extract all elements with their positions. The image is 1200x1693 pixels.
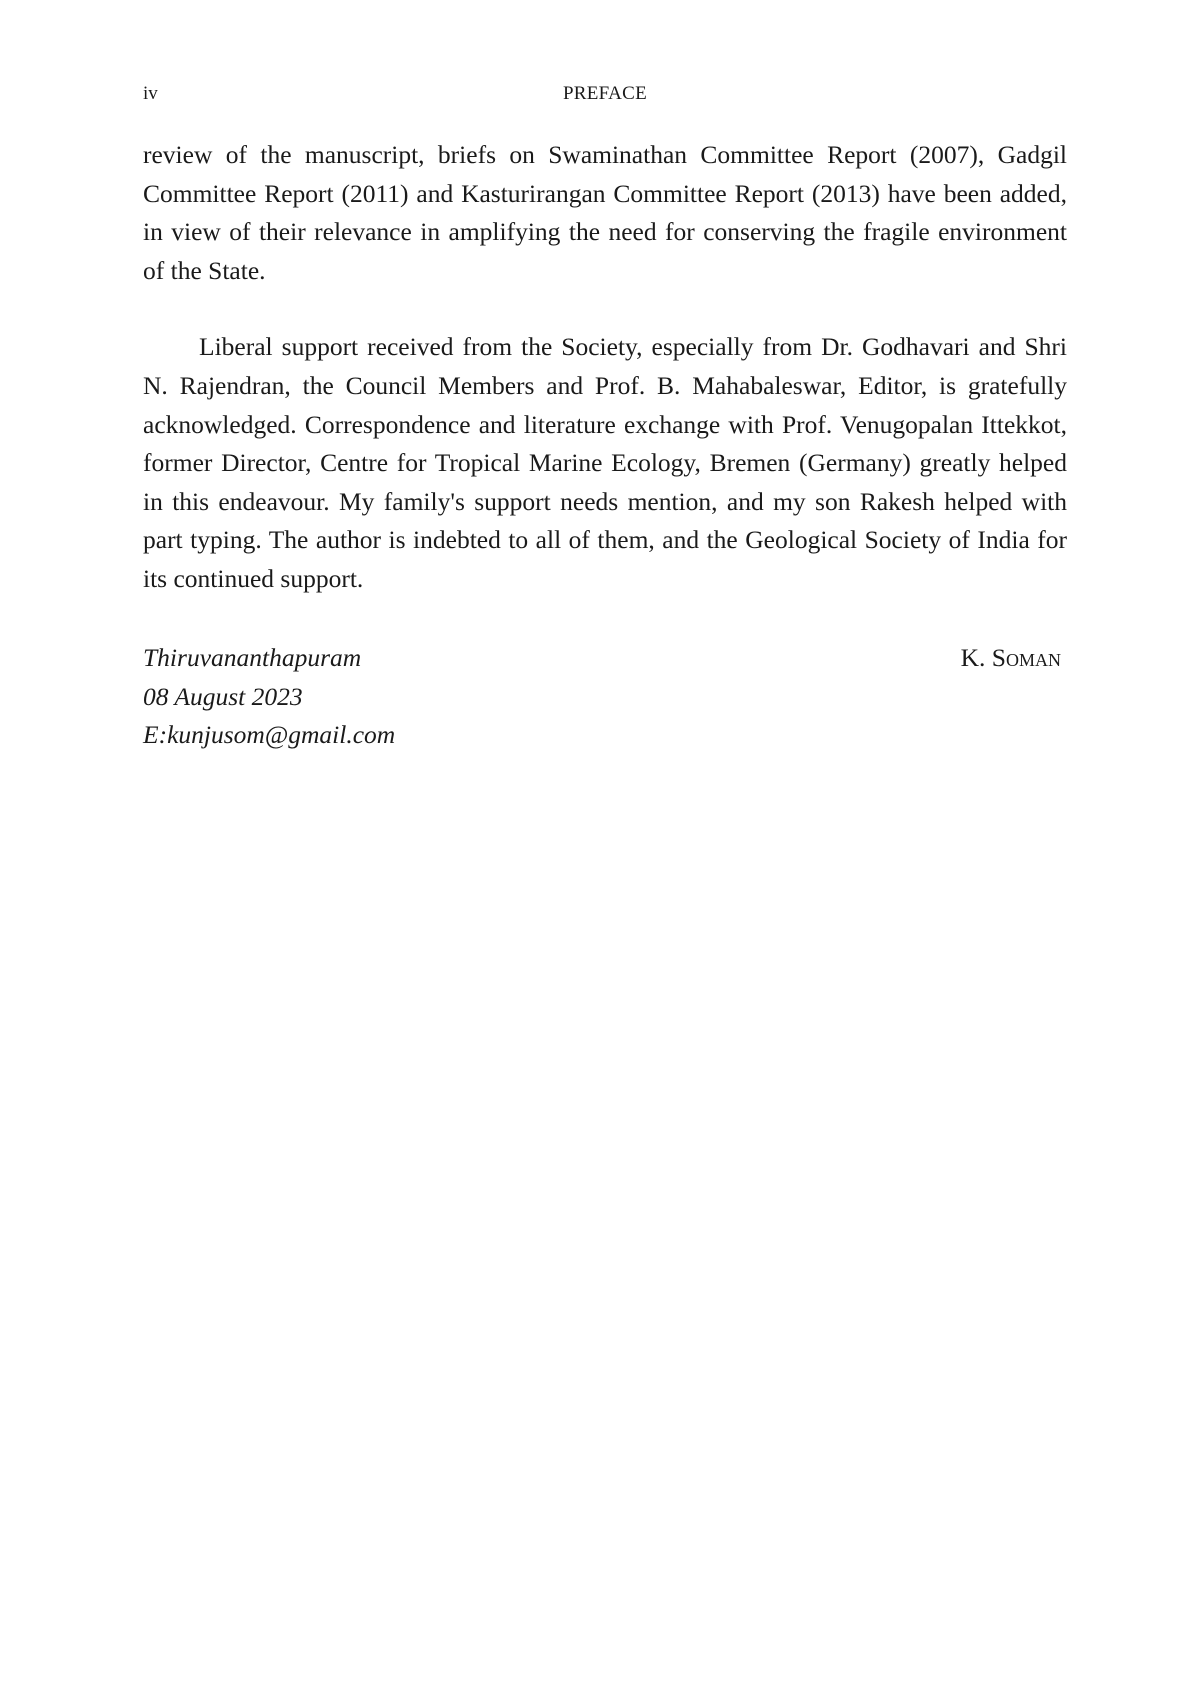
body-text (143, 136, 1067, 599)
paragraph-continuation: review of the manuscript, briefs on Swaminathan Committee Report (2007), Gadgil Committee Report (2011) and Kasturirangan Committee Report (2013) have been added, in view of their relevance in amplifying the need for conserving the fragile environment of the State. (143, 140, 1067, 285)
paragraph-acknowledgements: Liberal support received from the Society, especially from Dr. Godhavari and Shri N. Rajendran, the Council Members and Prof. B. Mahabaleswar, Editor, is gratefully acknowledged. Correspondence and literature exchange with Prof. Venugopalan Ittekkot, former Director, Centre for Tropical Marine Ecology, Bremen (Germany) greatly helped in this endeavour. My family's support needs mention, and my son Rakesh helped with part typing. The author is indebted to all of them, and the Geological Society of India for its continued support. (143, 332, 1067, 593)
signature-author: K. Soman (960, 643, 1061, 672)
page-number: iv (143, 83, 158, 104)
signature-email: E:kunjusom@gmail.com (143, 720, 396, 750)
signature-place: Thiruvananthapuram (143, 643, 362, 672)
signature-place-date (143, 639, 395, 755)
section-title: PREFACE (562, 83, 648, 104)
running-head (143, 82, 1067, 106)
signature-date: 08 August 2023 (143, 681, 303, 711)
